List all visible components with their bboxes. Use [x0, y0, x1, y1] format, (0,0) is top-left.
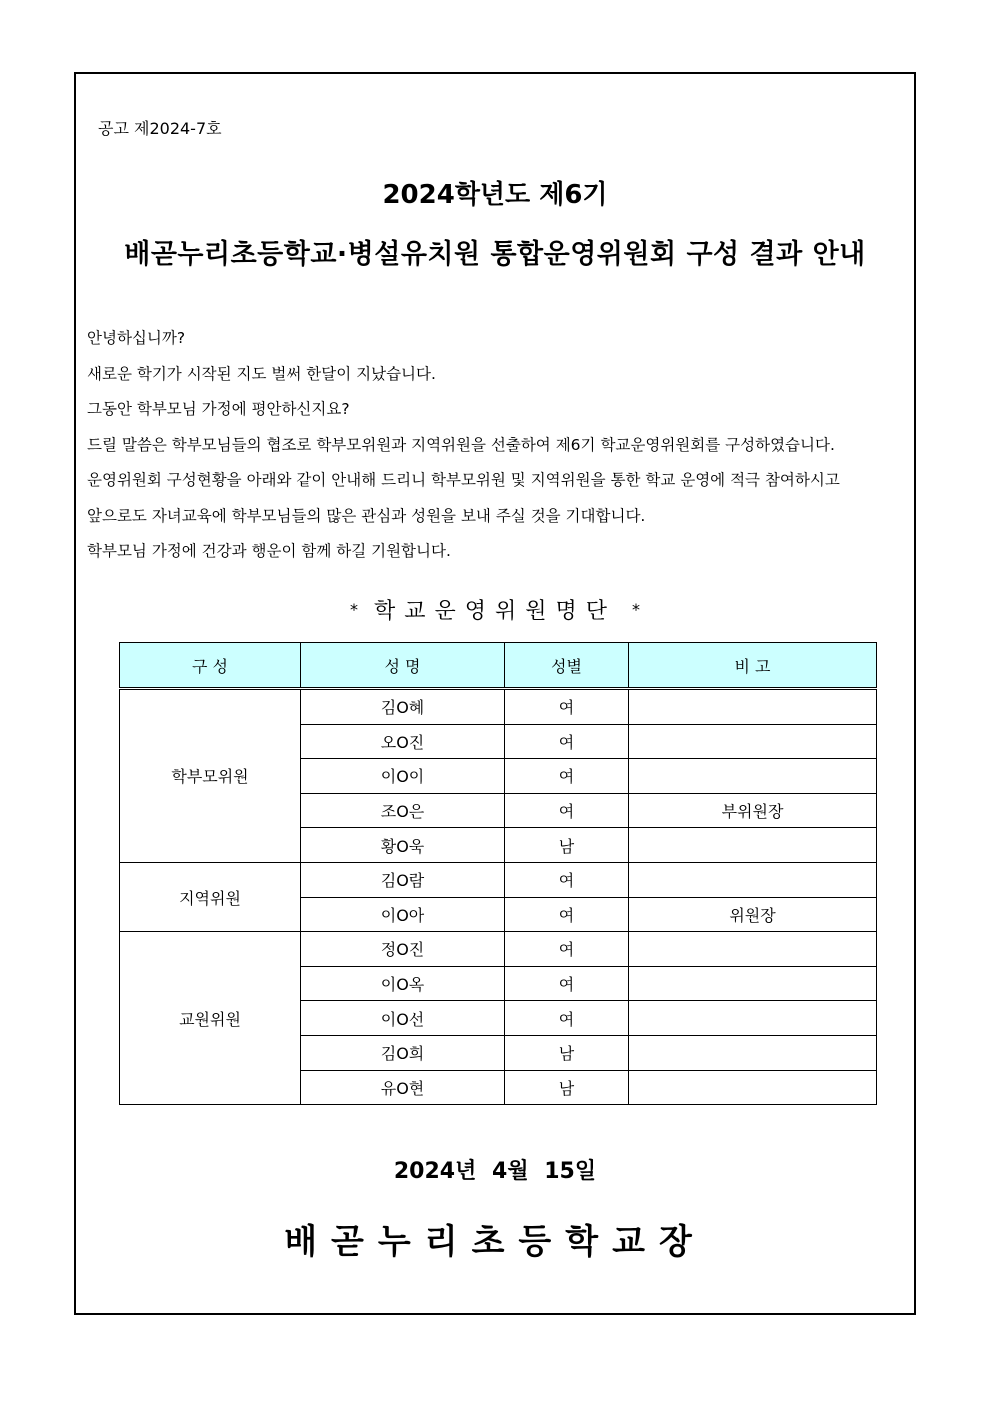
member-note [629, 1035, 877, 1070]
member-note: 위원장 [629, 897, 877, 932]
member-note [629, 1070, 877, 1105]
member-note [629, 724, 877, 759]
column-header-note: 비 고 [629, 643, 877, 689]
roster-table [119, 642, 877, 1105]
notice-number: 공고 제2024-7호 [98, 119, 222, 138]
member-note [629, 828, 877, 863]
member-name: 정O진 [301, 932, 505, 967]
member-name: 이O이 [301, 759, 505, 794]
roster-heading-text: 학교운영위원명단 [373, 599, 617, 624]
title-line-2: 배곧누리초등학교·병설유치원 통합운영위원회 구성 결과 안내 [124, 239, 866, 270]
body-line: 드릴 말씀은 학부모님들의 협조로 학부모위원과 지역위원을 선출하여 제6기 학교운영위원회를 구성하였습니다. [87, 435, 835, 454]
member-gender: 여 [505, 689, 629, 725]
group-cell: 지역위원 [120, 862, 301, 931]
body-line: 앞으로도 자녀교육에 학부모님들의 많은 관심과 성원을 보내 주실 것을 기대합니다. [87, 506, 646, 525]
star-icon: * [632, 600, 641, 619]
member-name: 이O아 [301, 897, 505, 932]
star-icon: * [349, 600, 358, 619]
roster-heading [76, 594, 914, 625]
member-gender: 여 [505, 932, 629, 967]
member-gender: 여 [505, 897, 629, 932]
member-name: 이O선 [301, 1001, 505, 1036]
member-gender: 남 [505, 1070, 629, 1105]
table-row [120, 862, 877, 897]
member-note [629, 759, 877, 794]
member-gender: 여 [505, 1001, 629, 1036]
column-header-group: 구 성 [120, 643, 301, 689]
roster-header-row [120, 643, 877, 689]
member-note: 부위원장 [629, 793, 877, 828]
principal-signature: 배곧누리초등학교장 [284, 1222, 706, 1262]
body-line: 안녕하십니까? [87, 329, 186, 347]
member-name: 김O희 [301, 1035, 505, 1070]
member-gender: 여 [505, 759, 629, 794]
member-name: 황O욱 [301, 828, 505, 863]
member-name: 김O람 [301, 862, 505, 897]
member-gender: 남 [505, 1035, 629, 1070]
notice-date: 2024년 4월 15일 [393, 1159, 597, 1184]
table-row [120, 932, 877, 967]
body-line: 새로운 학기가 시작된 지도 벌써 한달이 지났습니다. [87, 364, 436, 383]
member-note [629, 966, 877, 1001]
member-gender: 여 [505, 793, 629, 828]
group-cell: 학부모위원 [120, 689, 301, 863]
body-line: 그동안 학부모님 가정에 평안하신지요? [87, 400, 350, 418]
member-gender: 여 [505, 724, 629, 759]
group-cell: 교원위원 [120, 932, 301, 1105]
member-name: 조O은 [301, 793, 505, 828]
member-name: 유O현 [301, 1070, 505, 1105]
member-note [629, 932, 877, 967]
member-name: 이O옥 [301, 966, 505, 1001]
member-gender: 여 [505, 966, 629, 1001]
table-row [120, 689, 877, 725]
member-note [629, 862, 877, 897]
member-note [629, 689, 877, 725]
column-header-name: 성 명 [301, 643, 505, 689]
member-gender: 여 [505, 862, 629, 897]
title-line-1: 2024학년도 제6기 [382, 180, 608, 210]
notice-body [87, 326, 897, 575]
body-line: 학부모님 가정에 건강과 행운이 함께 하길 기원합니다. [87, 542, 451, 560]
member-note [629, 1001, 877, 1036]
member-name: 오O진 [301, 724, 505, 759]
notice-document [74, 72, 916, 1315]
column-header-gender: 성별 [505, 643, 629, 689]
member-name: 김O혜 [301, 689, 505, 725]
body-line: 운영위원회 구성현황을 아래와 같이 안내해 드리니 학부모위원 및 지역위원을 통한 학교 운영에 적극 참여하시고 [87, 471, 840, 489]
member-gender: 남 [505, 828, 629, 863]
